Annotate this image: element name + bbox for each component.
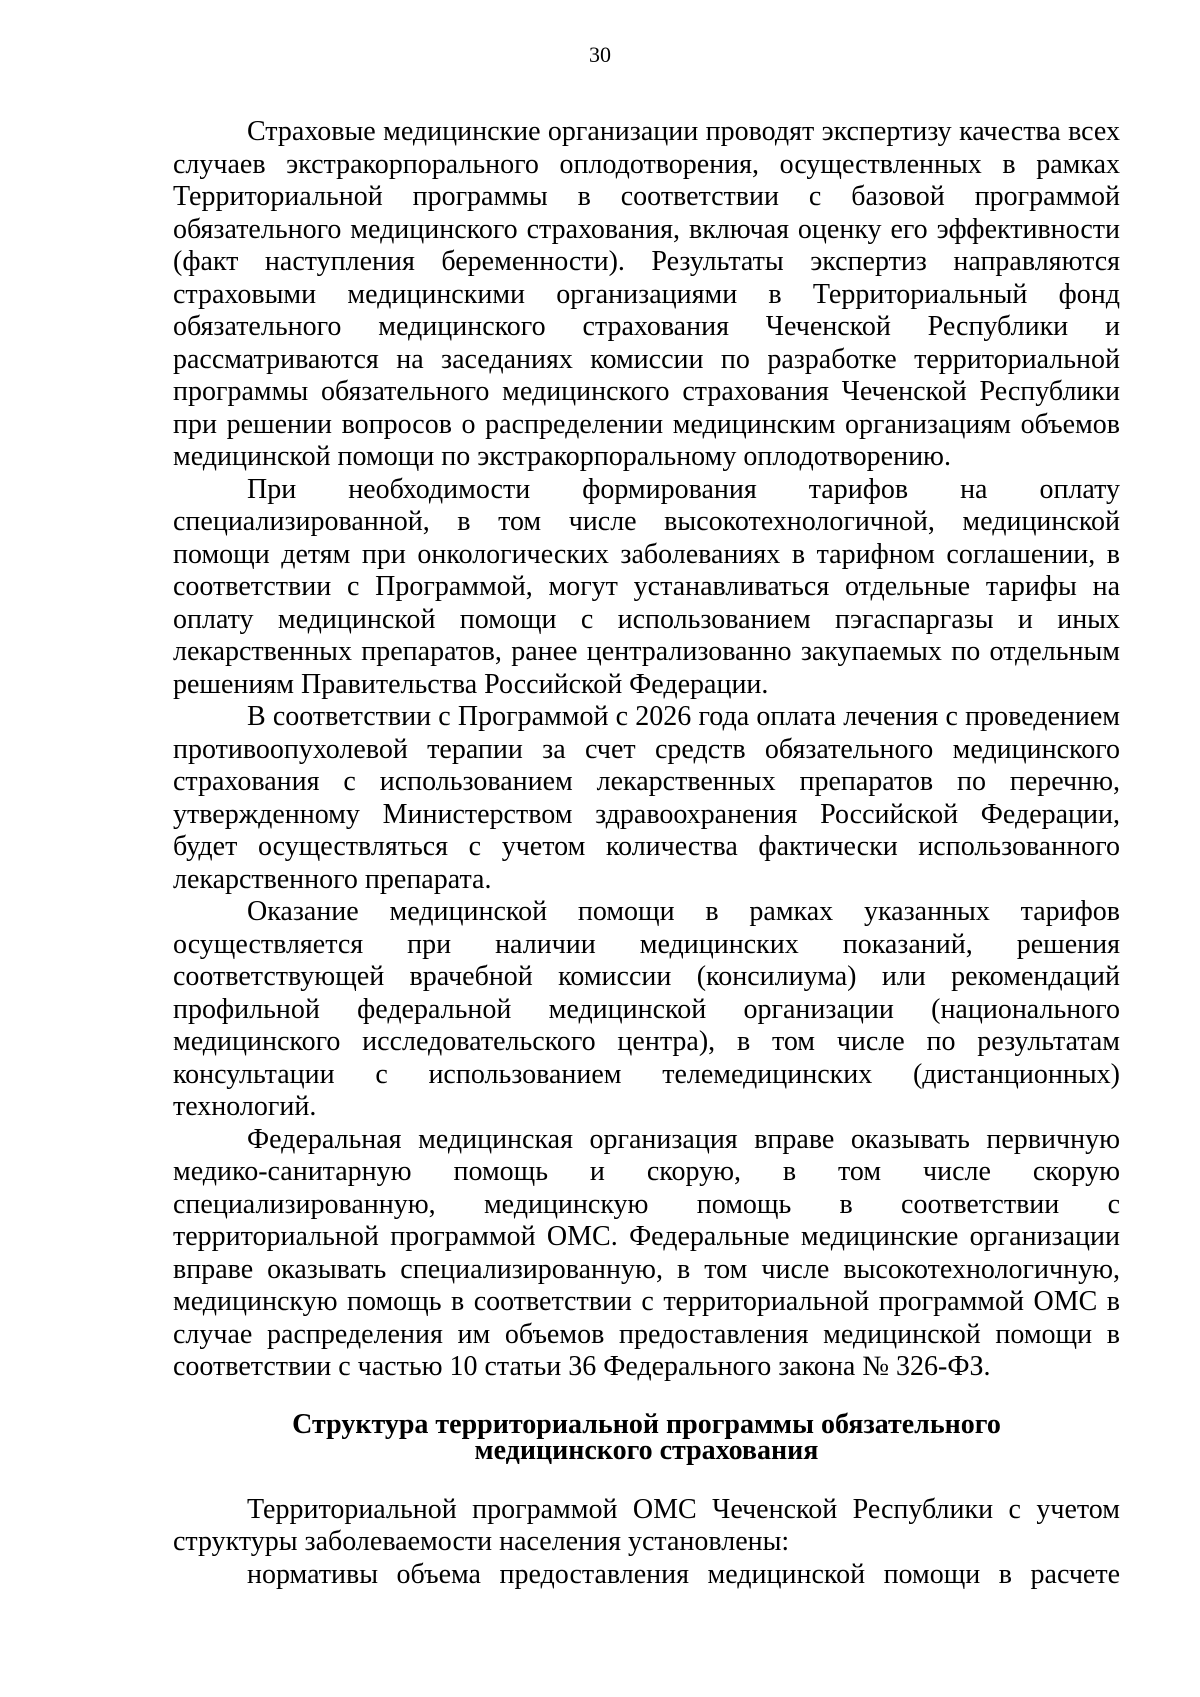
page-number: 30 xyxy=(589,42,611,67)
paragraph-volume-norms: нормативы объема предоставления медицинской помощи в расчете xyxy=(247,1558,1120,1590)
section-heading xyxy=(173,1408,1120,1466)
document-body xyxy=(173,116,1120,1591)
paragraph-antitumor-therapy-payment: В соответствии с Программой с 2026 года оплата лечения с проведением противоопухолевой терапии за счет средств обязательного медицинского страхования с использованием лекарственных препаратов по перечню, утвержденному Министерством здравоохранения Российской Федерации, будет осуществляться с учетом количества фактически использованного лекарственного препарата. xyxy=(173,701,1120,895)
paragraph-care-within-tariffs: Оказание медицинской помощи в рамках указанных тарифов осуществляется при наличии медицинских показаний, решения соответствующей врачебной комиссии (консилиума) или рекомендаций профильной федеральной медицинской организации (национального медицинского исследовательского центра), в том числе по результатам консультации с использованием телемедицинских (дистанционных) технологий. xyxy=(173,896,1120,1122)
section-heading-line-1: Структура территориальной программы обязательного xyxy=(292,1408,1001,1440)
paragraph-pediatric-oncology-tariffs: При необходимости формирования тарифов на оплату специализированной, в том числе высокотехнологичной, медицинской помощи детям при онкологических заболеваниях в тарифном соглашении, в соответствии с Программой, могут устанавливаться отдельные тарифы на оплату медицинской помощи с использованием пэгаспаргазы и иных лекарственных препаратов, ранее централизованно закупаемых по отдельным решениям Правительства Российской Федерации. xyxy=(173,473,1120,700)
paragraph-ivf-quality-expertise: Страховые медицинские организации проводят экспертизу качества всех случаев экстракорпорального оплодотворения, осуществленных в рамках Территориальной программы в соответствии с базовой программой обязательного медицинского страхования, включая оценку его эффективности (факт наступления беременности). Результаты экспертиз направляются страховыми медицинскими организациями в Территориальный фонд обязательного медицинского страхования Чеченской Республики и рассматриваются на заседаниях комиссии по разработке территориальной программы обязательного медицинского страхования Чеченской Республики при решении вопросов о распределении медицинским организациям объемов медицинской помощи по экстракорпоральному оплодотворению. xyxy=(173,116,1120,472)
section-heading-line-2: медицинского страхования xyxy=(474,1434,819,1466)
paragraph-federal-medical-organization: Федеральная медицинская организация вправе оказывать первичную медико-санитарную помощь и скорую, в том числе скорую специализированную, медицинскую помощь в соответствии с территориальной программой ОМС. Федеральные медицинские организации вправе оказывать специализированную, в том числе высокотехнологичную, медицинскую помощь в соответствии с территориальной программой ОМС в случае распределения им объемов предоставления медицинской помощи в соответствии с частью 10 статьи 36 Федерального закона № 326-ФЗ. xyxy=(173,1123,1120,1382)
paragraph-program-structure-intro: Территориальной программой ОМС Чеченской Республики с учетом структуры заболеваемости населения установлены: xyxy=(173,1493,1120,1557)
